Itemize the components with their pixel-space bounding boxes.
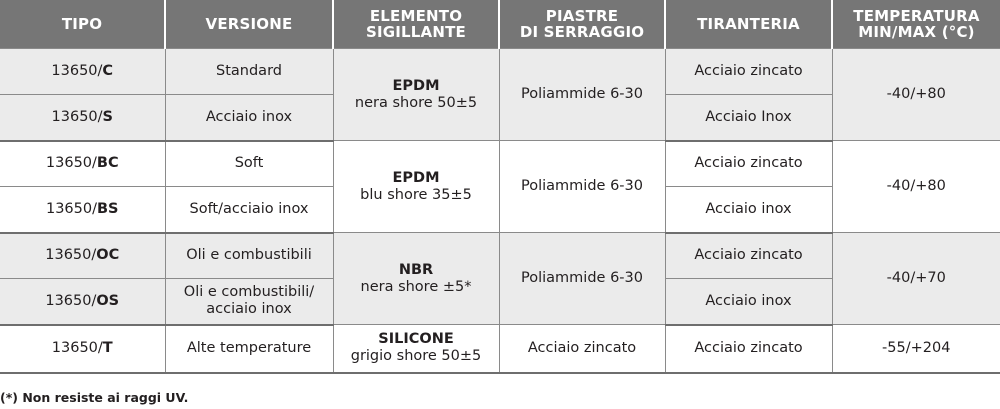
tiranteria-text: Acciaio zincato bbox=[694, 340, 803, 356]
header-temperatura-line1: TEMPERATURA bbox=[853, 7, 980, 25]
header-versione-label: VERSIONE bbox=[205, 15, 293, 33]
cell-versione bbox=[165, 187, 333, 233]
tipo-suffix: BC bbox=[96, 155, 119, 172]
tipo-suffix: BS bbox=[97, 200, 119, 217]
tipo-prefix: 13650/ bbox=[51, 63, 103, 79]
versione-text: Soft/acciaio inox bbox=[189, 200, 309, 217]
cell-tiranteria bbox=[665, 279, 832, 325]
versione-text-line2: acciaio inox bbox=[206, 301, 292, 318]
elemento-name: SILICONE bbox=[378, 331, 454, 348]
cell-versione bbox=[165, 279, 333, 325]
versione-text: Soft bbox=[234, 155, 264, 172]
versione-text: Oli e combustibili bbox=[186, 247, 312, 264]
tiranteria-text: Acciaio zincato bbox=[694, 155, 803, 172]
cell-tipo bbox=[0, 233, 165, 279]
cell-elemento-sigillante bbox=[333, 141, 499, 233]
cell-piastre bbox=[499, 49, 665, 141]
piastre-text: Acciaio zincato bbox=[527, 339, 637, 356]
header-tiranteria-label: TIRANTERIA bbox=[697, 15, 800, 33]
tipo-prefix: 13650/ bbox=[51, 108, 103, 125]
header-versione bbox=[165, 0, 333, 49]
cell-tiranteria bbox=[665, 233, 832, 279]
tipo-suffix: OC bbox=[96, 247, 120, 264]
table-row bbox=[0, 141, 1000, 187]
tipo-suffix: OS bbox=[96, 292, 120, 309]
tiranteria-text: Acciaio zincato bbox=[694, 63, 803, 79]
cell-piastre bbox=[499, 325, 665, 373]
cell-temperatura bbox=[832, 141, 1000, 233]
cell-tipo bbox=[0, 187, 165, 233]
versione-text: Oli e combustibili/ bbox=[183, 284, 315, 301]
cell-piastre bbox=[499, 141, 665, 233]
versione-text: Standard bbox=[216, 63, 282, 79]
cell-tipo bbox=[0, 279, 165, 325]
tipo-prefix: 13650/ bbox=[45, 200, 97, 217]
piastre-text: Poliammide 6-30 bbox=[521, 270, 643, 286]
elemento-name: NBR bbox=[398, 261, 434, 278]
tipo-prefix: 13650/ bbox=[45, 155, 97, 172]
header-tipo-label: TIPO bbox=[61, 15, 103, 33]
cell-tipo bbox=[0, 325, 165, 373]
temperatura-text: -40/+80 bbox=[886, 178, 946, 194]
elemento-name: EPDM bbox=[392, 169, 440, 186]
cell-tiranteria bbox=[665, 49, 832, 95]
footnote: (*) Non resiste ai raggi UV. bbox=[0, 390, 189, 405]
elemento-name: EPDM bbox=[392, 77, 440, 94]
tipo-prefix: 13650/ bbox=[51, 340, 103, 356]
cell-versione bbox=[165, 325, 333, 373]
versione-text: Alte temperature bbox=[186, 340, 312, 356]
tiranteria-text: Acciaio inox bbox=[705, 200, 792, 217]
cell-elemento-sigillante bbox=[333, 325, 499, 373]
tiranteria-text: Acciaio inox bbox=[705, 292, 792, 309]
versione-text: Acciaio inox bbox=[205, 108, 293, 125]
cell-tiranteria bbox=[665, 187, 832, 233]
tiranteria-text: Acciaio zincato bbox=[694, 247, 803, 264]
header-piastre-line2: DI SERRAGGIO bbox=[519, 23, 645, 41]
cell-tipo bbox=[0, 49, 165, 95]
cell-elemento-sigillante bbox=[333, 49, 499, 141]
elemento-desc: blu shore 35±5 bbox=[360, 186, 472, 203]
elemento-desc: nera shore ±5* bbox=[360, 278, 472, 295]
cell-tiranteria bbox=[665, 325, 832, 373]
header-row bbox=[0, 0, 1000, 49]
table-row bbox=[0, 233, 1000, 279]
elemento-desc: nera shore 50±5 bbox=[354, 94, 478, 111]
temperatura-text: -55/+204 bbox=[882, 339, 951, 356]
cell-versione bbox=[165, 49, 333, 95]
tipo-suffix: C bbox=[102, 63, 114, 79]
cell-versione bbox=[165, 233, 333, 279]
cell-elemento-sigillante bbox=[333, 233, 499, 325]
header-temperatura bbox=[832, 0, 1000, 49]
tipo-prefix: 13650/ bbox=[45, 247, 97, 264]
tiranteria-text: Acciaio Inox bbox=[705, 108, 792, 125]
header-piastre-di-serraggio bbox=[499, 0, 665, 49]
tipo-suffix: T bbox=[102, 340, 113, 356]
piastre-text: Poliammide 6-30 bbox=[521, 86, 643, 102]
cell-temperatura bbox=[832, 49, 1000, 141]
cell-versione bbox=[165, 141, 333, 187]
piastre-text: Poliammide 6-30 bbox=[521, 178, 643, 194]
table-row bbox=[0, 49, 1000, 95]
temperatura-text: -40/+70 bbox=[886, 270, 946, 286]
tipo-suffix: S bbox=[102, 108, 113, 125]
cell-tipo bbox=[0, 95, 165, 141]
cell-tiranteria bbox=[665, 141, 832, 187]
header-tiranteria bbox=[665, 0, 832, 49]
header-elemento-line2: SIGILLANTE bbox=[365, 23, 467, 41]
elemento-desc: grigio shore 50±5 bbox=[350, 348, 482, 365]
cell-temperatura bbox=[832, 233, 1000, 325]
table-row bbox=[0, 325, 1000, 373]
tipo-prefix: 13650/ bbox=[45, 292, 97, 309]
cell-piastre bbox=[499, 233, 665, 325]
header-elemento-line1: ELEMENTO bbox=[369, 7, 463, 25]
cell-tiranteria bbox=[665, 95, 832, 141]
cell-versione bbox=[165, 95, 333, 141]
header-piastre-line1: PIASTRE bbox=[545, 7, 619, 25]
cell-tipo bbox=[0, 141, 165, 187]
temperatura-text: -40/+80 bbox=[886, 86, 946, 102]
header-elemento-sigillante bbox=[333, 0, 499, 49]
header-temperatura-line2: MIN/MAX (°C) bbox=[858, 23, 975, 41]
header-tipo bbox=[0, 0, 165, 49]
cell-temperatura bbox=[832, 325, 1000, 373]
